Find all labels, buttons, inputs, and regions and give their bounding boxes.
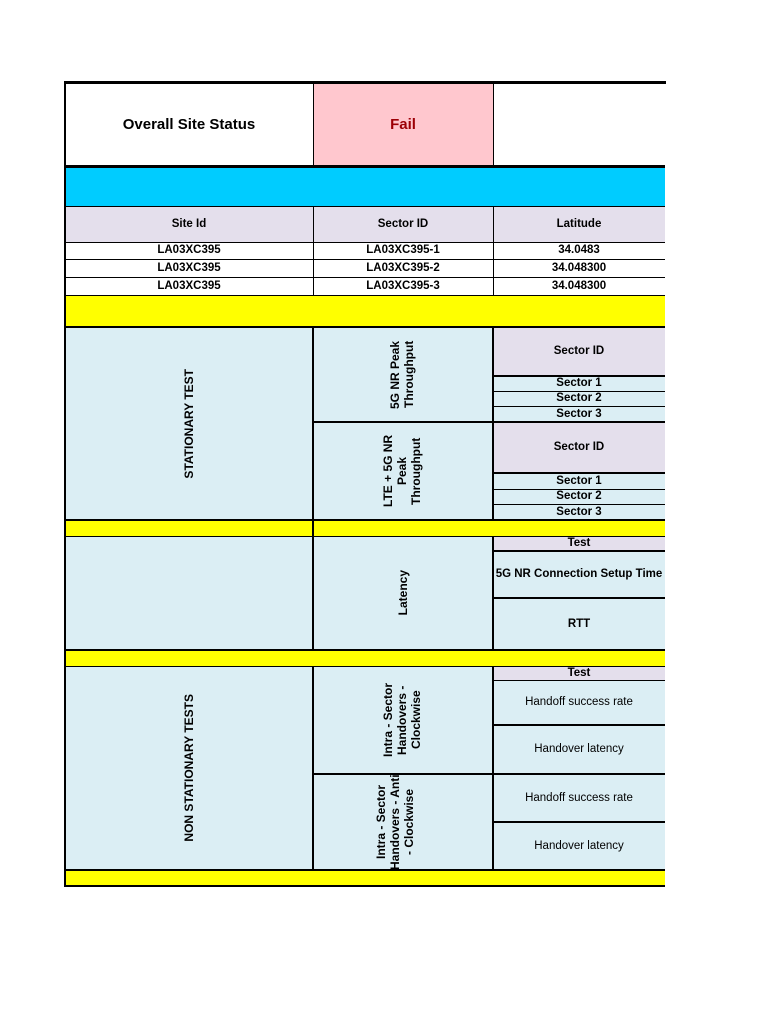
grid-line	[65, 242, 665, 243]
border-line	[493, 375, 665, 377]
handover-test: Handover latency	[493, 822, 665, 870]
latency-label: Latency	[396, 570, 410, 616]
peak-5g-sector-header: Sector ID	[493, 327, 665, 376]
border-line	[492, 536, 494, 650]
handover-test: Handoff success rate	[493, 680, 665, 725]
border-line	[493, 597, 665, 599]
stationary-test-label: STATIONARY TEST	[182, 368, 196, 479]
border-line	[312, 666, 314, 870]
non-stationary-test-header: Test	[493, 666, 665, 680]
border-line	[65, 165, 665, 168]
overall-status-empty-cell	[493, 82, 665, 166]
border-line	[65, 81, 666, 84]
peak-5g-sector: Sector 1	[493, 376, 665, 391]
border-line	[312, 536, 314, 650]
non-stationary-section-cell	[65, 666, 313, 870]
grid-line	[313, 206, 314, 295]
yellow-band	[65, 870, 665, 886]
handover-test: Handover latency	[493, 725, 665, 774]
table-cell: 34.048300	[493, 259, 665, 277]
table-cell: LA03XC395	[65, 242, 313, 259]
border-line	[493, 724, 665, 726]
peak-lte-sector-header: Sector ID	[493, 422, 665, 473]
table-cell: LA03XC395-1	[313, 242, 493, 259]
grid-line	[65, 206, 665, 207]
peak-5g-label: 5G NR Peak Throughput	[388, 340, 416, 409]
border-line	[312, 327, 314, 536]
latency-test: RTT	[493, 598, 665, 650]
border-line	[65, 649, 665, 651]
peak-lte-label: LTE + 5G NR Peak Throughput	[381, 434, 423, 508]
border-line	[492, 327, 494, 520]
grid-line	[493, 206, 494, 295]
table-cell: LA03XC395	[65, 259, 313, 277]
header-latitude: Latitude	[493, 206, 665, 242]
table-cell: LA03XC395-3	[313, 277, 493, 295]
grid-line	[65, 536, 665, 537]
border-line	[64, 81, 66, 887]
border-line	[65, 519, 665, 521]
yellow-band	[65, 650, 665, 666]
handover-clockwise-label: Intra - Sector Handovers - Clockwise	[381, 683, 423, 758]
handover-anticlockwise-cell	[313, 774, 493, 870]
grid-line	[493, 406, 665, 407]
border-line	[65, 326, 665, 328]
table-cell: 34.048300	[493, 277, 665, 295]
latency-test: 5G NR Connection Setup Time	[493, 551, 665, 598]
grid-line	[65, 666, 665, 667]
latency-left-cell	[65, 536, 313, 650]
handover-clockwise-cell	[313, 666, 493, 774]
grid-line	[65, 259, 665, 260]
border-line	[492, 666, 494, 870]
yellow-band	[65, 520, 665, 536]
cyan-band	[65, 166, 665, 206]
grid-line	[313, 82, 314, 166]
peak-lte-cell	[313, 422, 493, 520]
stationary-section-cell	[65, 327, 313, 520]
grid-line	[65, 277, 665, 278]
peak-lte-sector: Sector 1	[493, 473, 665, 489]
border-line	[493, 550, 665, 552]
overall-status-value: Fail	[313, 82, 493, 166]
peak-5g-cell	[313, 327, 493, 422]
handover-test: Handoff success rate	[493, 774, 665, 822]
peak-5g-sector: Sector 3	[493, 406, 665, 422]
border-line	[313, 421, 665, 423]
border-line	[493, 821, 665, 823]
grid-line	[493, 391, 665, 392]
table-cell: 34.0483	[493, 242, 665, 259]
latency-test-header: Test	[493, 536, 665, 551]
border-line	[65, 869, 665, 871]
border-line	[313, 773, 665, 775]
grid-line	[493, 504, 665, 505]
grid-line	[65, 295, 665, 296]
grid-line	[493, 680, 665, 681]
border-line	[493, 472, 665, 474]
header-site-id: Site Id	[65, 206, 313, 242]
handover-anticlockwise-label: Intra - Sector Handovers - Anti - Clockwise	[374, 774, 416, 870]
table-cell: LA03XC395-2	[313, 259, 493, 277]
grid-line	[493, 82, 494, 166]
yellow-band	[65, 295, 665, 327]
grid-line	[493, 489, 665, 490]
overall-status-label: Overall Site Status	[65, 82, 313, 166]
border-line	[65, 885, 665, 887]
latency-cell	[313, 536, 493, 650]
non-stationary-label: NON STATIONARY TESTS	[182, 694, 196, 842]
table-cell: LA03XC395	[65, 277, 313, 295]
peak-lte-sector: Sector 3	[493, 504, 665, 520]
peak-lte-sector: Sector 2	[493, 489, 665, 504]
header-sector-id: Sector ID	[313, 206, 493, 242]
peak-5g-sector: Sector 2	[493, 391, 665, 406]
